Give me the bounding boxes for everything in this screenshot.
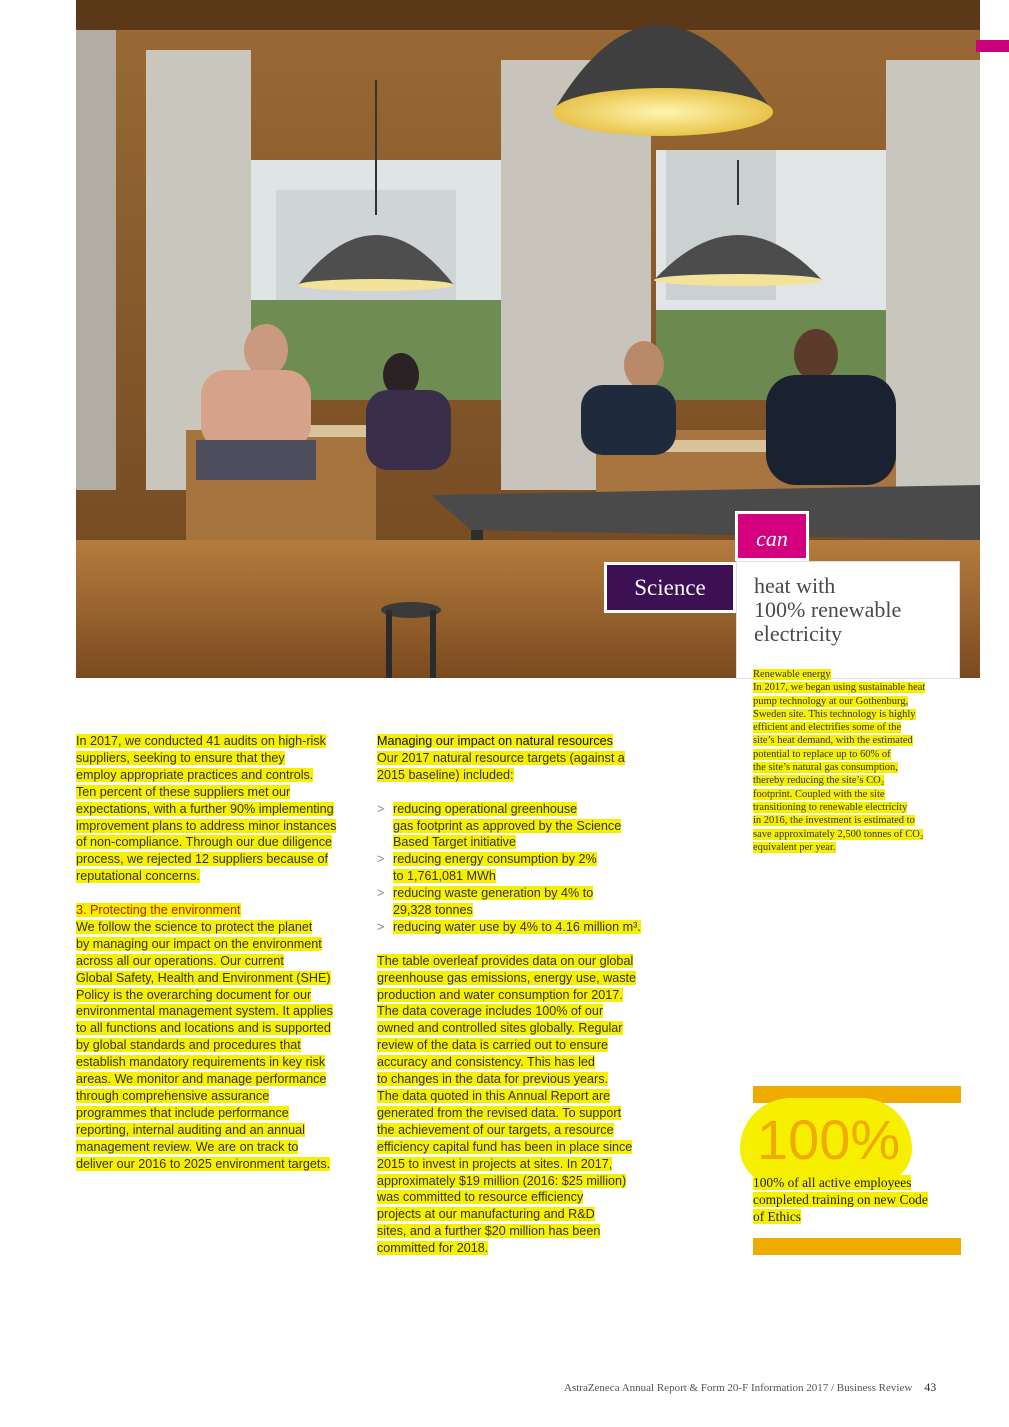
renewable-line: pump technology at our Gothenburg, (753, 695, 909, 707)
text-line: reporting, internal auditing and an annual (76, 1122, 305, 1137)
text-line: was committed to resource efficiency (377, 1190, 584, 1205)
text-line: employ appropriate practices and controls. (76, 767, 314, 782)
text-line: 29,328 tonnes (393, 903, 473, 918)
callout-line: electricity (754, 621, 842, 646)
bullet-marker: > (377, 919, 385, 934)
renewable-line: footprint. Coupled with the site (753, 788, 885, 800)
text-line: to 1,761,081 MWh (393, 869, 496, 884)
section-heading: 3. Protecting the environment (76, 903, 241, 918)
list-item (377, 919, 667, 936)
page-number: 43 (924, 1380, 937, 1394)
bullet-marker: > (377, 886, 385, 901)
text-line: expectations, with a further 90% implementing (76, 801, 334, 816)
text-line: completed training on new Code (753, 1192, 928, 1207)
text-line: areas. We monitor and manage performance (76, 1072, 327, 1087)
renewable-energy-box (753, 668, 953, 854)
renewable-line: save approximately 2,500 tonnes of CO₂ (753, 828, 924, 840)
renewable-line: the site’s natural gas consumption, (753, 762, 898, 774)
text-line: 2015 to invest in projects at sites. In 2017, (377, 1156, 613, 1171)
resources-intro (377, 733, 667, 784)
text-line: deliver our 2016 to 2025 environment targets. (76, 1156, 331, 1171)
footer-text: AstraZeneca Annual Report & Form 20-F Information 2017 / Business Review (564, 1382, 913, 1394)
text-line: of Ethics (753, 1209, 801, 1224)
targets-list (377, 801, 667, 936)
text-line: generated from the revised data. To support (377, 1105, 622, 1120)
text-line: environmental management system. It applies (76, 1004, 333, 1019)
text-line: 100% of all active employees (753, 1175, 912, 1190)
text-line: improvement plans to address minor instances (76, 818, 337, 833)
body-column-2 (377, 733, 667, 1274)
stat-value: 100% (757, 1108, 901, 1171)
text-line: The data coverage includes 100% of our (377, 1004, 604, 1019)
text-line: programmes that include performance (76, 1105, 289, 1120)
text-line: production and water consumption for 2017. (377, 987, 623, 1002)
text-line: Ten percent of these suppliers met our (76, 784, 291, 799)
text-line: We follow the science to protect the planet (76, 919, 313, 934)
text-line: Policy is the overarching document for our (76, 987, 312, 1002)
renewable-line: site’s heat demand, with the estimated (753, 735, 913, 747)
renewable-line: potential to replace up to 60% of (753, 748, 891, 760)
text-line: 2015 baseline) included: (377, 767, 514, 782)
text-line: gas footprint as approved by the Science (393, 818, 622, 833)
text-line: process, we rejected 12 suppliers because of (76, 852, 329, 867)
text-line: of non-compliance. Through our due diligence (76, 835, 333, 850)
text-line: by global standards and procedures that (76, 1038, 301, 1053)
text-line: suppliers, seeking to ensure that they (76, 750, 285, 765)
text-line: The table overleaf provides data on our global (377, 953, 634, 968)
bullet-marker: > (377, 801, 385, 816)
text-line: greenhouse gas emissions, energy use, waste (377, 970, 637, 985)
text-line: reducing waste generation by 4% to (393, 886, 594, 901)
text-line: the achievement of our targets, a resource (377, 1122, 614, 1137)
text-line: to changes in the data for previous years. (377, 1072, 609, 1087)
list-item (377, 851, 667, 885)
environment-paragraph (76, 902, 361, 1173)
page-footer (564, 1380, 964, 1395)
text-line: owned and controlled sites globally. Regular (377, 1021, 623, 1036)
callout-line: heat with (754, 573, 836, 598)
section-tab-marker (976, 40, 1009, 52)
text-line: establish mandatory requirements in key risk (76, 1055, 326, 1070)
text-line: management review. We are on track to (76, 1139, 299, 1154)
list-item (377, 885, 667, 919)
renewable-line: transitioning to renewable electricity (753, 801, 908, 813)
renewable-title: Renewable energy (753, 669, 831, 680)
section-heading: Managing our impact on natural resources (377, 734, 613, 748)
text-line: reducing water use by 4% to 4.16 million m³. (393, 919, 641, 934)
text-line: reducing operational greenhouse (393, 801, 578, 816)
text-line: across all our operations. Our current (76, 953, 284, 968)
text-line: through comprehensive assurance (76, 1089, 270, 1104)
body-column-1 (76, 733, 361, 1189)
callout-tagline (736, 561, 960, 679)
text-line: committed for 2018. (377, 1241, 489, 1256)
text-line: approximately $19 million (2016: $25 million) (377, 1173, 627, 1188)
renewable-line: equivalent per year. (753, 841, 836, 853)
bullet-marker: > (377, 852, 385, 867)
callout-science-box (604, 562, 736, 613)
text-line: accuracy and consistency. This has led (377, 1055, 595, 1070)
text-line: efficiency capital fund has been in place since (377, 1139, 633, 1154)
stat-bar-bottom (753, 1238, 961, 1255)
text-line: reducing energy consumption by 2% (393, 852, 597, 867)
text-line: reputational concerns. (76, 869, 200, 884)
callout-can-text: can (756, 526, 788, 551)
text-line: sites, and a further $20 million has been (377, 1224, 601, 1239)
renewable-line: Sweden site. This technology is highly (753, 708, 916, 720)
text-line: to all functions and locations and is supported (76, 1021, 331, 1036)
text-line: Global Safety, Health and Environment (SHE) (76, 970, 331, 985)
text-line: projects at our manufacturing and R&D (377, 1207, 595, 1222)
text-line: The data quoted in this Annual Report are (377, 1089, 611, 1103)
audit-paragraph (76, 733, 361, 885)
renewable-line: In 2017, we began using sustainable heat (753, 682, 926, 694)
renewable-line: in 2016, the investment is estimated to (753, 815, 915, 827)
data-paragraph (377, 953, 667, 1257)
list-item (377, 801, 667, 852)
text-line: by managing our impact on the environment (76, 936, 322, 951)
text-line: Based Target initiative (393, 835, 516, 850)
stat-description (753, 1174, 958, 1225)
text-line: review of the data is carried out to ensure (377, 1038, 609, 1053)
renewable-line: efficient and electrifies some of the (753, 722, 902, 734)
renewable-line: thereby reducing the site’s CO₂ (753, 775, 885, 787)
callout-science-text: Science (634, 575, 706, 600)
text-line: Our 2017 natural resource targets (against a (377, 750, 625, 765)
text-line: In 2017, we conducted 41 audits on high-risk (76, 734, 326, 748)
callout-line: 100% renewable (754, 597, 902, 622)
callout-can-box (735, 511, 809, 561)
section-tab-label: Strategic Report (985, 58, 996, 139)
